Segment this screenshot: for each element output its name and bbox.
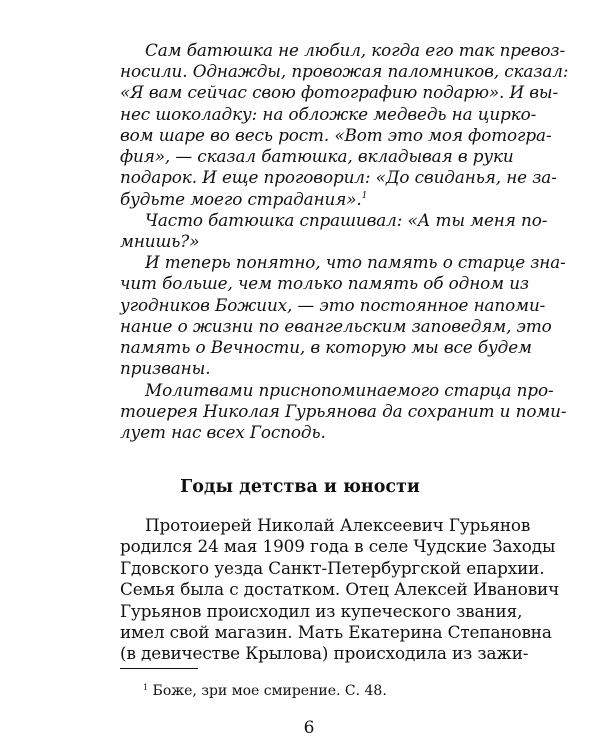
- text-line: призваны.: [120, 358, 211, 378]
- footnote-divider: [120, 668, 198, 669]
- footnote: [143, 683, 387, 699]
- text-line: память о Вечности, в которую мы все будем: [120, 337, 532, 357]
- text-line: угодников Божиих, — это постоянное напоми-: [120, 295, 546, 315]
- text-line: Часто батюшка спрашивал: «А ты меня по-: [145, 210, 548, 230]
- text-line: тоиерея Николая Гурьянова да сохранит и поми-: [120, 401, 567, 421]
- footnote-marker: 1: [361, 191, 368, 201]
- text-line: чит больше, чем только память об одном из: [120, 273, 529, 293]
- text-line: лует нас всех Господь.: [120, 422, 326, 442]
- text-line: мнишь?»: [120, 231, 200, 251]
- section-heading: Годы детства и юности: [180, 477, 420, 497]
- footnote-text: Боже, зри мое смирение. С. 48.: [152, 683, 387, 699]
- text-line: родился 24 мая 1909 года в селе Чудские Заходы: [120, 536, 556, 556]
- text-line: вом шаре во весь рост. «Вот это моя фотогра-: [120, 125, 552, 145]
- text-line: будьте моего страдания».$^1$: [120, 189, 368, 209]
- text-line: Гурьянов происходил из купеческого звания,: [120, 601, 523, 621]
- text-line: нес шоколадку: на обложке медведь на цирко-: [120, 104, 537, 124]
- text-line: И теперь понятно, что память о старце зна-: [145, 252, 566, 272]
- text-line: Протоиерей Николай Алексеевич Гурьянов: [145, 515, 531, 535]
- text-line: Сам батюшка не любил, когда его так превоз-: [145, 40, 566, 60]
- text-line: подарок. И еще проговорил: «До свиданья, не за-: [120, 167, 557, 187]
- footnote-number: 1: [143, 683, 149, 692]
- text-line: носили. Однажды, провожая паломников, сказал:: [120, 61, 569, 81]
- text-line: «Я вам сейчас свою фотографию подарю». И вы-: [120, 82, 559, 102]
- text-line: фия», — сказал батюшка, вкладывая в руки: [120, 146, 514, 166]
- text-line: Гдовского уезда Санкт-Петербургской епархии.: [120, 558, 545, 578]
- text-line: (в девичестве Крылова) происходила из зажи-: [120, 643, 529, 663]
- text-line: имел свой магазин. Мать Екатерина Степановна: [120, 622, 552, 642]
- page-number: 6: [303, 718, 315, 738]
- text-line: Молитвами приснопоминаемого старца про-: [145, 380, 554, 400]
- text-line: Семья была с достатком. Отец Алексей Иванович: [120, 579, 560, 599]
- text-line: нание о жизни по евангельским заповедям, это: [120, 316, 552, 336]
